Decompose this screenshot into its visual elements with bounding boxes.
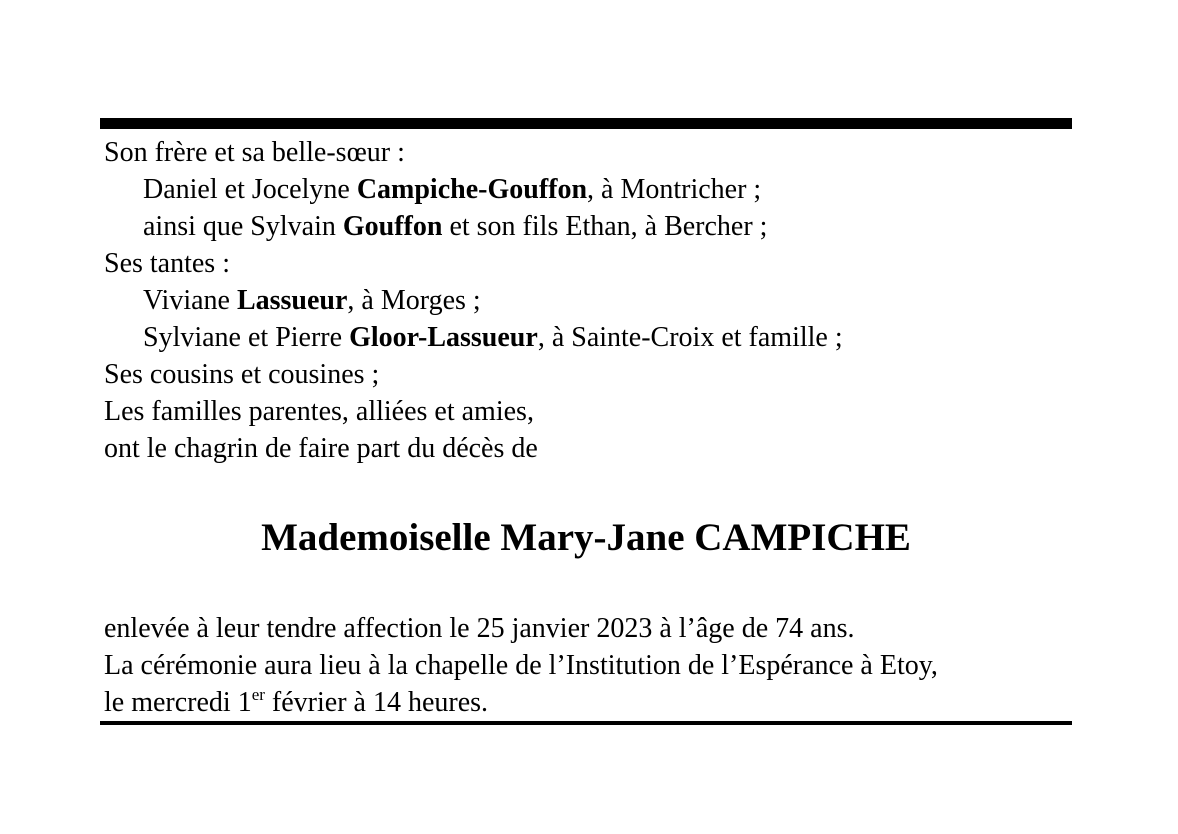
aunt2-line: [104, 319, 1064, 356]
sylvain-suffix: et son fils Ethan, à Bercher ;: [442, 211, 768, 242]
aunts-heading: Ses tantes :: [104, 248, 230, 279]
ceremony-date-line: [104, 684, 1072, 721]
sylvain-line: [104, 208, 1064, 245]
top-rule: [100, 118, 1072, 129]
closing-text: [104, 610, 1072, 721]
brother-surname: Campiche-Gouffon: [356, 174, 588, 205]
aunt1-surname: Lassueur: [236, 285, 348, 316]
deceased-name: Mademoiselle Mary-Jane CAMPICHE: [261, 516, 911, 559]
brother-line: [104, 171, 1064, 208]
affection-line: enlevée à leur tendre affection le 25 janvier 2023 à l’âge de 74 ans.: [104, 613, 855, 644]
sylvain-surname: Gouffon: [342, 211, 443, 242]
aunt2-suffix: , à Sainte-Croix et famille ;: [537, 322, 843, 353]
ceremony-line: La cérémonie aura lieu à la chapelle de l’Institution de l’Espérance à Etoy,: [104, 650, 938, 681]
aunt2-surname: Gloor-Lassueur: [349, 322, 538, 353]
aunt1-prefix: Viviane: [143, 285, 237, 316]
date-suffix: février à 14 heures.: [264, 687, 489, 718]
sylvain-prefix: ainsi que Sylvain: [143, 211, 343, 242]
aunt1-line: [104, 282, 1064, 319]
bottom-rule: [100, 721, 1072, 725]
cousins-line: Ses cousins et cousines ;: [104, 359, 380, 390]
aunt1-suffix: , à Morges ;: [347, 285, 481, 316]
date-prefix: le mercredi 1: [104, 687, 252, 718]
brother-suffix: , à Montricher ;: [587, 174, 762, 205]
date-ordinal: er: [251, 685, 265, 704]
family-list: [104, 134, 1064, 467]
families-line: Les familles parentes, alliées et amies,: [104, 396, 534, 427]
announcement-line: ont le chagrin de faire part du décès de: [104, 433, 538, 464]
aunt2-prefix: Sylviane et Pierre: [143, 322, 350, 353]
brother-prefix: Daniel et Jocelyne: [143, 174, 357, 205]
brother-heading: Son frère et sa belle-sœur :: [104, 137, 405, 168]
